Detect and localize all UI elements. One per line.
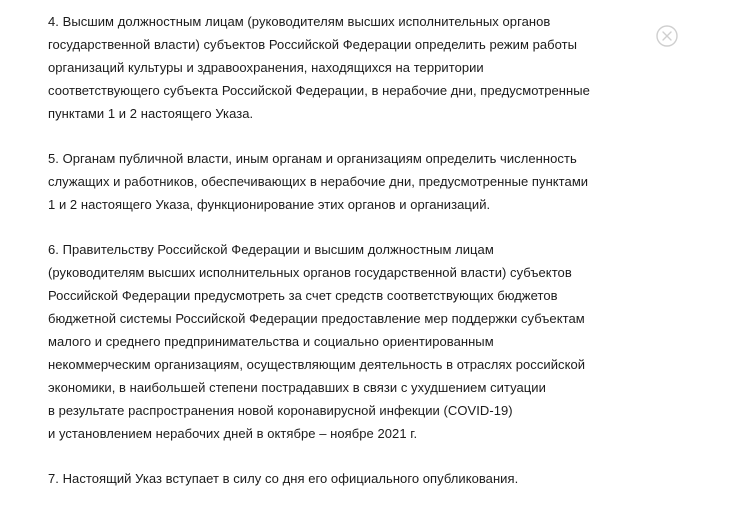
close-circle-icon (656, 25, 678, 47)
text-line: государственной власти) субъектов Российской Федерации определить режим работы (48, 37, 578, 52)
paragraph-7 (48, 467, 648, 490)
paragraph-6 (48, 238, 648, 445)
document-body (48, 10, 648, 512)
text-line: бюджетной системы Российской Федерации предоставление мер поддержки субъектам (48, 311, 585, 326)
text-line: 7. Настоящий Указ вступает в силу со дня его официального опубликования. (48, 471, 519, 486)
text-line: и установлением нерабочих дней в октябре – ноябре 2021 г. (48, 426, 418, 441)
text-line: в результате распространения новой коронавирусной инфекции (COVID-19) (48, 403, 513, 418)
text-line: организаций культуры и здравоохранения, находящихся на территории (48, 60, 484, 75)
paragraph-5 (48, 147, 648, 216)
text-line: 6. Правительству Российской Федерации и высшим должностным лицам (48, 242, 494, 257)
text-line: некоммерческим организациям, осуществляющим деятельность в отраслях российской (48, 357, 586, 372)
close-button[interactable] (656, 25, 678, 47)
text-line: (руководителям высших исполнительных органов государственной власти) субъектов (48, 265, 572, 280)
text-line: малого и среднего предпринимательства и социально ориентированным (48, 334, 494, 349)
text-line: 4. Высшим должностным лицам (руководителям высших исполнительных органов (48, 14, 551, 29)
text-line: экономики, в наибольшей степени пострадавших в связи с ухудшением ситуации (48, 380, 546, 395)
text-line: пунктами 1 и 2 настоящего Указа. (48, 106, 254, 121)
text-line: 5. Органам публичной власти, иным органам и организациям определить численность (48, 151, 577, 166)
text-line: 1 и 2 настоящего Указа, функционирование этих органов и организаций. (48, 197, 491, 212)
text-line: Российской Федерации предусмотреть за счет средств соответствующих бюджетов (48, 288, 558, 303)
text-line: служащих и работников, обеспечивающих в нерабочие дни, предусмотренные пунктами (48, 174, 589, 189)
paragraph-4 (48, 10, 648, 125)
text-line: соответствующего субъекта Российской Федерации, в нерабочие дни, предусмотренные (48, 83, 590, 98)
